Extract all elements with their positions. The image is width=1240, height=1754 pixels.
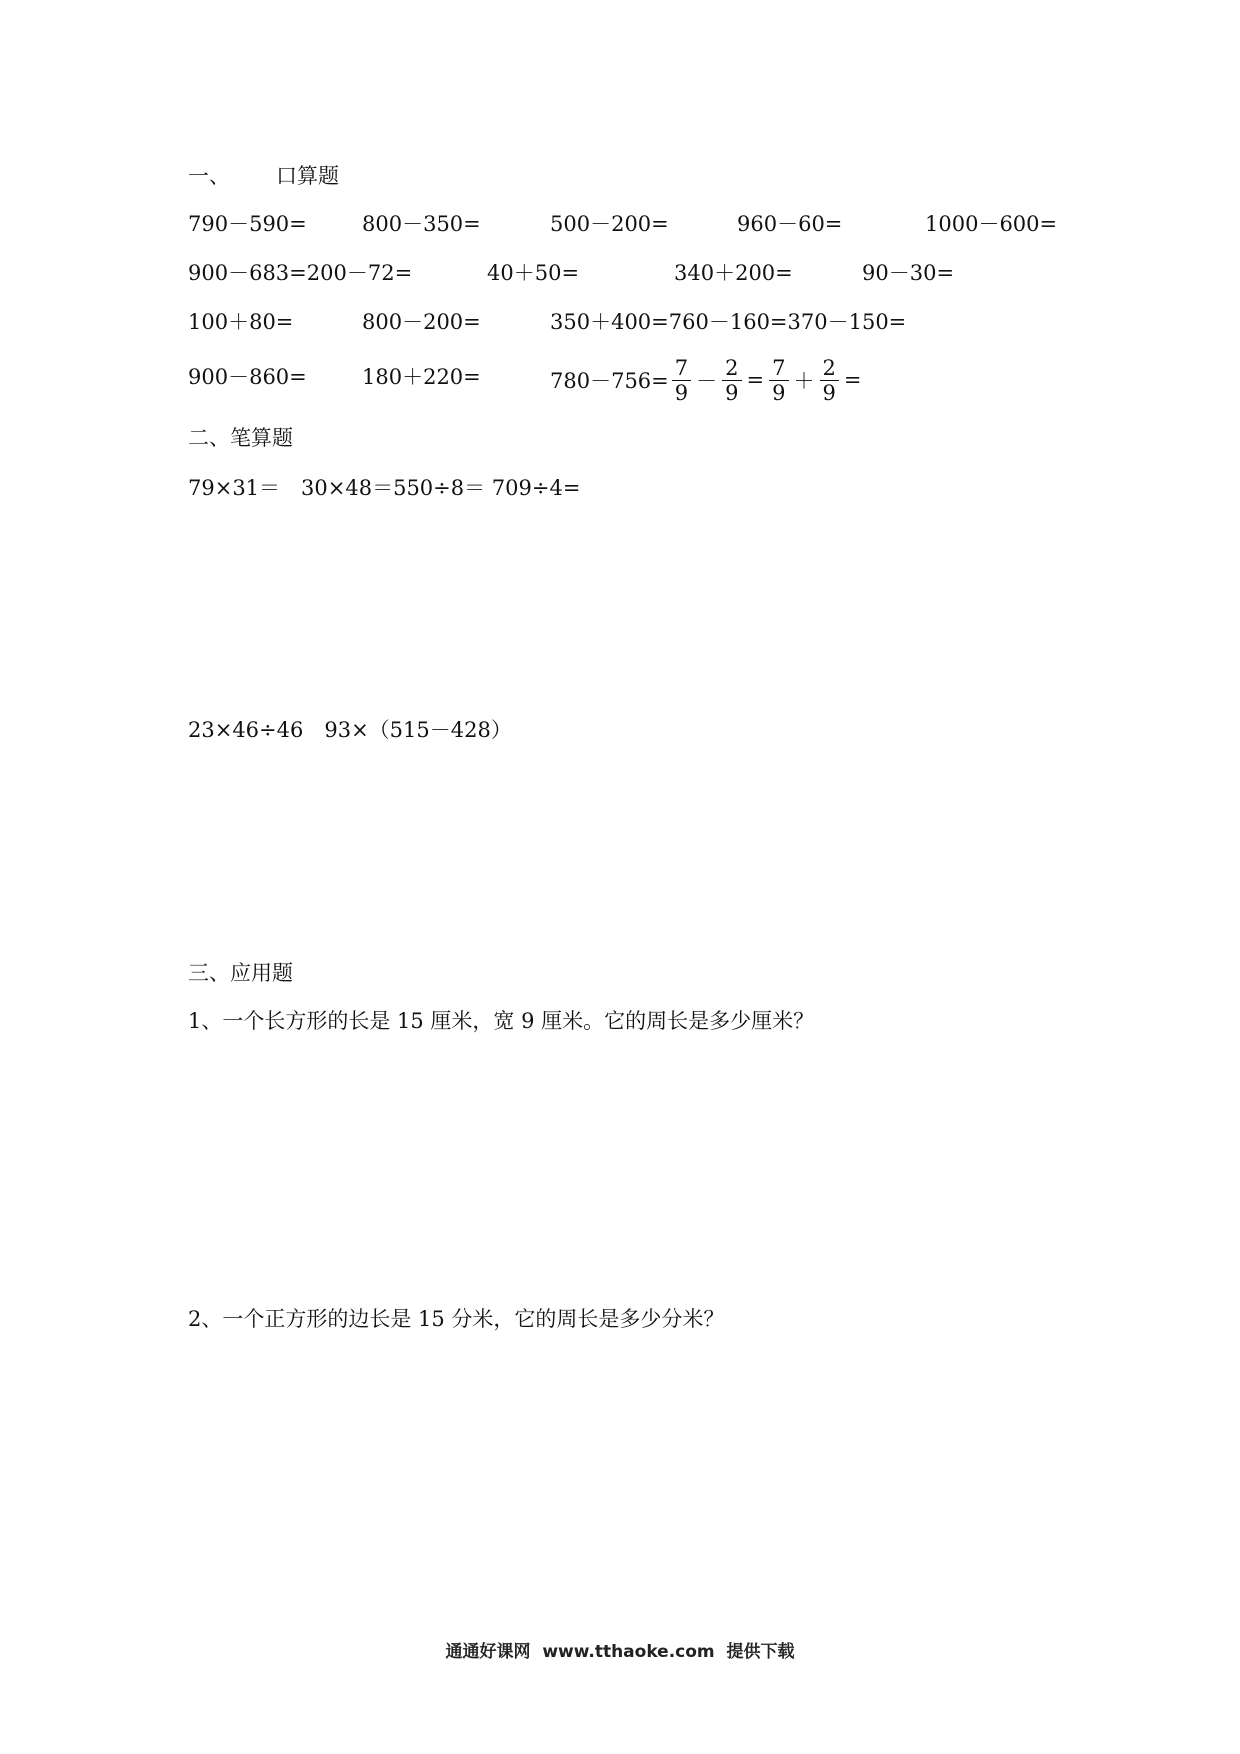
fraction-numerator: 7 bbox=[672, 356, 691, 381]
fraction-numerator: 2 bbox=[722, 356, 741, 381]
section1-heading-title: 口算题 bbox=[276, 164, 339, 188]
oral-problem: 960－60= bbox=[737, 212, 843, 236]
fraction bbox=[769, 356, 788, 405]
oral-problem: 100＋80= bbox=[188, 310, 294, 334]
equals-sign: = bbox=[746, 368, 765, 392]
oral-problem: 790－590= bbox=[188, 212, 307, 236]
fraction bbox=[672, 356, 691, 405]
oral-problem: 800－350= bbox=[362, 212, 481, 236]
equals-sign: = bbox=[843, 368, 862, 392]
oral-problem: 350＋400=760－160=370－150= bbox=[550, 310, 907, 334]
word-problem-1: 1、一个长方形的长是 15 厘米，宽 9 厘米。它的周长是多少厘米？ bbox=[188, 1009, 815, 1033]
fraction-denominator: 9 bbox=[822, 380, 836, 405]
oral-problem: 780－756= bbox=[550, 369, 669, 393]
fraction-denominator: 9 bbox=[772, 380, 786, 405]
word-problem-2: 2、一个正方形的边长是 15 分米，它的周长是多少分米？ bbox=[188, 1307, 725, 1331]
oral-problem: 1000－600= bbox=[925, 212, 1058, 236]
fraction-numerator: 7 bbox=[769, 356, 788, 381]
footer-source: 通通好课网 www.tthaoke.com 提供下载 bbox=[445, 1642, 795, 1662]
oral-problem: 340＋200= bbox=[674, 261, 793, 285]
fraction-numerator: 2 bbox=[820, 356, 839, 381]
fraction-denominator: 9 bbox=[674, 380, 689, 405]
oral-problem: 900－683=200－72= bbox=[188, 261, 413, 285]
oral-problem: 40＋50= bbox=[487, 261, 580, 285]
section2-heading: 二、笔算题 bbox=[188, 426, 293, 450]
oral-problem: 500－200= bbox=[550, 212, 669, 236]
oral-problem: 800－200= bbox=[362, 310, 481, 334]
fraction-expression bbox=[550, 350, 863, 410]
written-problems-line: 23×46÷46 93×（515－428） bbox=[188, 718, 512, 742]
section3-heading: 三、应用题 bbox=[188, 961, 293, 985]
fraction bbox=[820, 356, 839, 405]
written-problems-line: 79×31＝ 30×48＝550÷8＝ 709÷4= bbox=[188, 476, 581, 500]
section1-heading-number: 一、 bbox=[188, 164, 230, 188]
fraction bbox=[722, 356, 741, 405]
plus-sign: ＋ bbox=[793, 369, 815, 393]
oral-problem: 900－860= bbox=[188, 365, 307, 389]
fraction-denominator: 9 bbox=[725, 380, 739, 405]
oral-problem: 180＋220= bbox=[362, 365, 481, 389]
minus-sign: － bbox=[696, 369, 718, 393]
oral-problem: 90－30= bbox=[862, 261, 955, 285]
